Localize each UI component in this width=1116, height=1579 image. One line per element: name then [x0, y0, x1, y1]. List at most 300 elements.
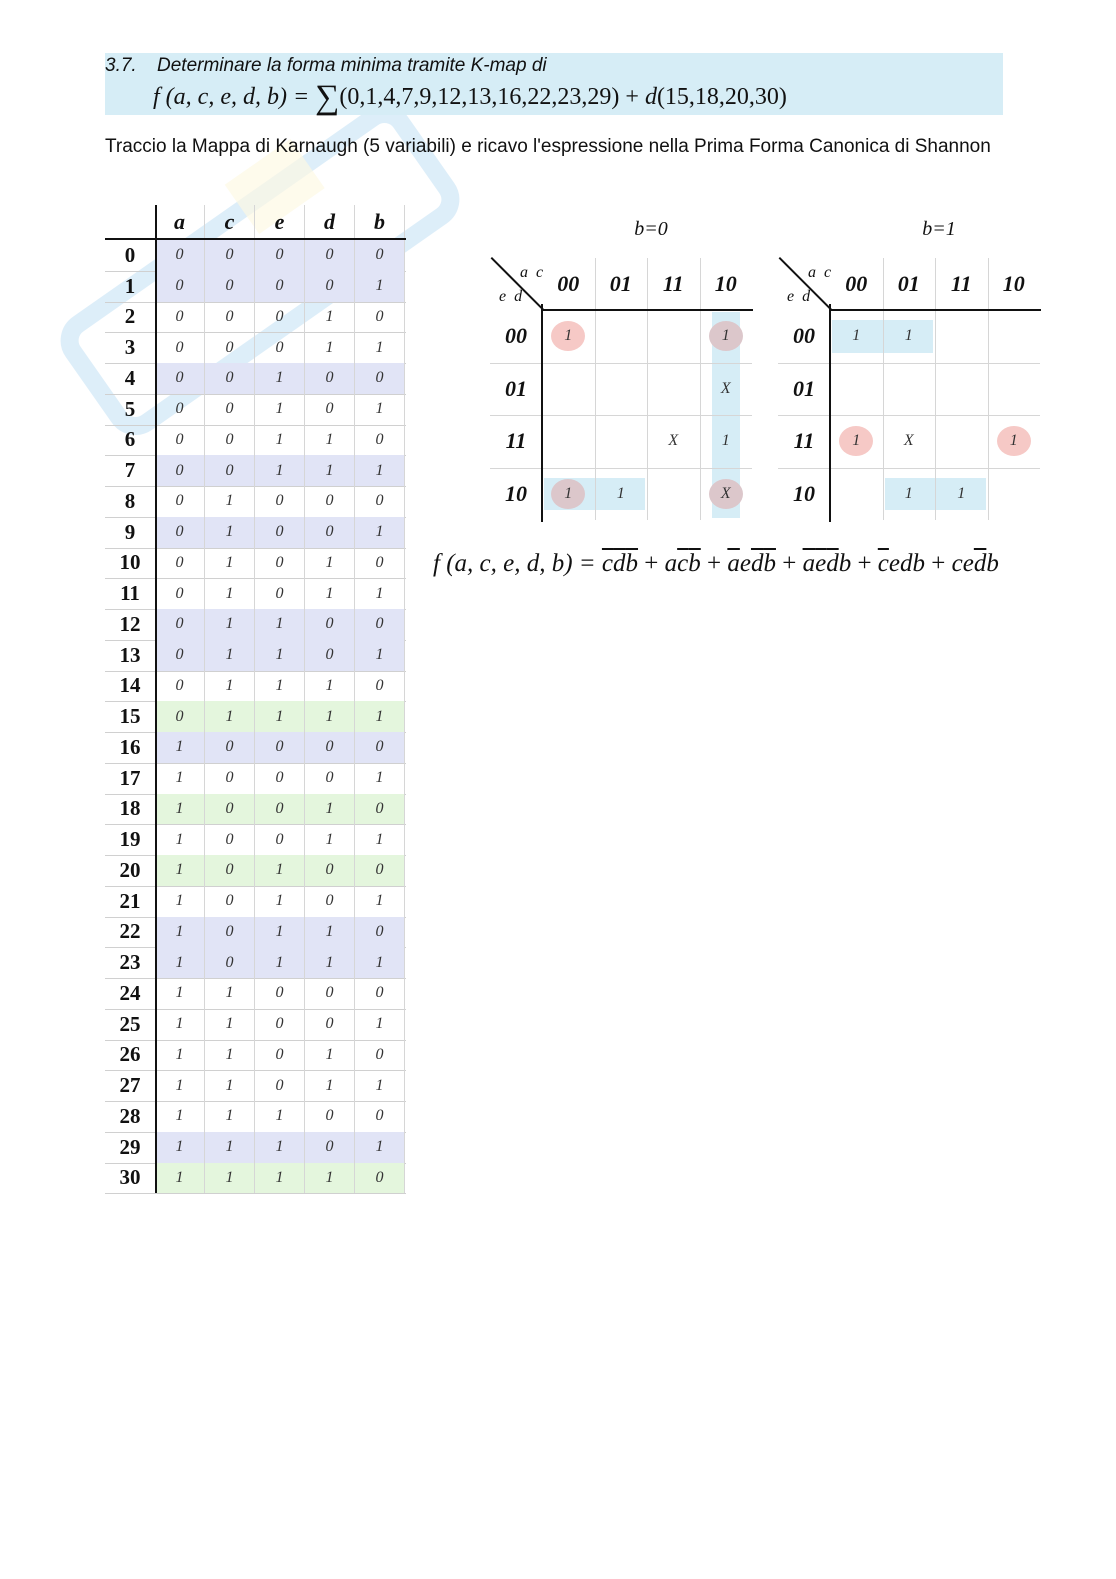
column-header-e: e [255, 205, 305, 238]
product-term [878, 550, 925, 577]
literal: $\overline{e}$ [815, 550, 827, 577]
kmap-column-header: 00 [845, 271, 868, 296]
table-cell: 1 [255, 640, 305, 671]
kmap-cell: 1 [852, 327, 861, 345]
kmap-cell: X [668, 432, 679, 450]
grid-line [595, 258, 596, 520]
literal: $\overline{c}$ [877, 550, 889, 577]
kmap-b1 [778, 218, 1048, 528]
table-cell: 0 [305, 486, 355, 517]
kmap-row-header: 00 [793, 323, 815, 349]
kmap-cell [935, 363, 988, 416]
table-cell: 1 [255, 394, 305, 425]
table-cell: 1 [205, 1163, 255, 1194]
grid-line [490, 468, 752, 469]
table-row [105, 548, 406, 579]
kmap-cell: 1 [904, 327, 913, 345]
grid-line [883, 258, 884, 520]
table-cell: 0 [155, 671, 205, 702]
kmap-cell [647, 310, 700, 363]
literal: b [838, 550, 852, 577]
table-vertical-rule [155, 205, 157, 1193]
formula-minterms: (0,1,4,7,9,12,13,16,22,23,29) [339, 84, 620, 110]
table-cell: 1 [355, 701, 405, 732]
kmap-cell [595, 310, 648, 363]
kmap-cell [988, 310, 1041, 363]
table-row [105, 1163, 406, 1194]
table-cell: 1 [355, 578, 405, 609]
literal: b [986, 550, 999, 577]
table-cell: 1 [305, 332, 355, 363]
table-row [105, 947, 406, 978]
table-cell: 0 [155, 302, 205, 333]
kmap-cell [542, 363, 595, 416]
table-cell: 0 [355, 240, 405, 271]
kmap-cell: 1 [1009, 432, 1018, 450]
table-cell: 1 [205, 1040, 255, 1071]
table-row [105, 609, 406, 640]
kmap-row-header: 11 [793, 428, 815, 454]
row-index: 0 [124, 242, 136, 267]
table-cell: 0 [155, 548, 205, 579]
literal: $\overline{d}$ [613, 550, 626, 577]
table-row [105, 517, 406, 548]
table-row [105, 732, 406, 763]
table-cell: 1 [155, 794, 205, 825]
kmap-cell [988, 468, 1041, 521]
table-cell: 0 [255, 732, 305, 763]
table-cell: 1 [155, 1101, 205, 1132]
table-cell: 0 [305, 363, 355, 394]
row-index: 13 [119, 642, 141, 667]
kmap-cell [830, 363, 883, 416]
row-index: 9 [124, 519, 136, 544]
kmap-cell: 1 [721, 327, 730, 345]
table-cell: 1 [205, 671, 255, 702]
table-cell: 0 [355, 1040, 405, 1071]
table-cell: 1 [355, 640, 405, 671]
kmap-row-header: 00 [505, 323, 527, 349]
kmap-cell [647, 468, 700, 521]
table-cell: 0 [155, 332, 205, 363]
table-cell: 0 [355, 425, 405, 456]
literal: $\overline{a}$ [727, 550, 740, 577]
table-cell: 0 [205, 763, 255, 794]
table-row [105, 394, 406, 425]
literal: $\overline{d}$ [826, 550, 839, 577]
row-index: 26 [119, 1042, 141, 1067]
table-cell: 1 [305, 302, 355, 333]
table-cell: 1 [205, 640, 255, 671]
kmap-cell: 1 [904, 484, 913, 502]
kmap-cell: X [903, 432, 914, 450]
table-cell: 1 [255, 425, 305, 456]
table-cell: 0 [205, 394, 255, 425]
table-cell: 0 [205, 271, 255, 302]
row-index: 21 [119, 888, 141, 913]
table-cell: 1 [205, 1009, 255, 1040]
table-cell: 0 [255, 302, 305, 333]
table-cell: 0 [355, 548, 405, 579]
kmap-row-header: 01 [505, 375, 527, 401]
table-cell: 1 [305, 917, 355, 948]
table-cell: 0 [155, 455, 205, 486]
corner-label-ac: a c [808, 264, 834, 281]
table-cell: 0 [155, 517, 205, 548]
table-cell: 1 [205, 1101, 255, 1132]
table-cell: 1 [155, 978, 205, 1009]
table-row [105, 578, 406, 609]
row-index: 11 [120, 581, 140, 606]
row-index: 3 [124, 335, 136, 360]
table-cell: 0 [355, 486, 405, 517]
table-cell: 0 [305, 517, 355, 548]
table-cell: 1 [355, 947, 405, 978]
table-cell: 0 [355, 794, 405, 825]
table-row [105, 302, 406, 333]
kmap-row-header: 11 [505, 428, 527, 454]
table-cell: 0 [205, 732, 255, 763]
table-cell: 1 [305, 671, 355, 702]
table-row [105, 917, 406, 948]
grid-line [490, 363, 752, 364]
kmap-b0 [490, 218, 760, 528]
grid-line [778, 468, 1040, 469]
table-row [105, 1132, 406, 1163]
product-term [665, 550, 701, 577]
table-cell: 1 [205, 978, 255, 1009]
table-cell: 0 [155, 609, 205, 640]
literal: $\overline{b}$ [688, 550, 701, 577]
table-cell: 0 [305, 978, 355, 1009]
table-cell: 0 [305, 732, 355, 763]
table-cell: 0 [205, 794, 255, 825]
kmap-cell: 1 [564, 484, 573, 502]
table-cell: 0 [155, 701, 205, 732]
row-index: 28 [119, 1103, 141, 1128]
table-cell: 0 [355, 855, 405, 886]
literal: e [888, 550, 901, 577]
exercise-header [105, 53, 1003, 115]
table-cell: 0 [305, 1009, 355, 1040]
plus-sign: + [925, 550, 952, 577]
table-cell: 0 [205, 425, 255, 456]
kmap-cell: X [720, 379, 731, 397]
table-cell: 1 [355, 271, 405, 302]
row-index: 4 [124, 365, 136, 390]
table-cell: 0 [205, 302, 255, 333]
exercise-number: 3.7. [105, 55, 137, 76]
literal: $\overline{b}$ [763, 550, 776, 577]
table-cell: 0 [205, 240, 255, 271]
kmap-row-header: 10 [505, 480, 527, 506]
table-row [105, 1009, 406, 1040]
literal: c [951, 550, 963, 577]
table-cell: 1 [255, 1163, 305, 1194]
table-cell: 1 [205, 517, 255, 548]
kmap-cell [647, 363, 700, 416]
table-cell: 0 [305, 394, 355, 425]
table-cell: 1 [155, 1163, 205, 1194]
table-cell: 0 [255, 486, 305, 517]
kmap-cell [935, 310, 988, 363]
row-index: 29 [119, 1134, 141, 1159]
row-index: 12 [119, 611, 141, 636]
formula-dontcare-prefix: d [644, 84, 657, 110]
table-cell: 0 [305, 609, 355, 640]
table-cell: 0 [305, 1132, 355, 1163]
table-cell: 1 [255, 886, 305, 917]
kmap-column-header: 01 [897, 271, 920, 296]
product-term [803, 550, 852, 577]
table-cell: 1 [205, 548, 255, 579]
table-cell: 0 [255, 332, 305, 363]
row-index: 15 [119, 704, 141, 729]
kmap-column-header: 10 [1002, 271, 1025, 296]
table-cell: 1 [155, 763, 205, 794]
grid-line [490, 415, 752, 416]
table-row [105, 671, 406, 702]
table-cell: 0 [155, 640, 205, 671]
table-row [105, 425, 406, 456]
table-row [105, 271, 406, 302]
grid-line [935, 258, 936, 520]
table-cell: 1 [305, 548, 355, 579]
table-cell: 1 [305, 1040, 355, 1071]
kmap-cell: 1 [852, 432, 861, 450]
kmap-cell [595, 415, 648, 468]
kmap-cell: 1 [957, 484, 966, 502]
table-cell: 0 [255, 824, 305, 855]
kmap-cell: 1 [564, 327, 573, 345]
table-cell: 1 [255, 947, 305, 978]
table-cell: 1 [255, 701, 305, 732]
formula-lhs: f (a, c, e, d, b) = [153, 84, 310, 110]
table-cell: 0 [255, 1009, 305, 1040]
table-cell: 0 [155, 271, 205, 302]
row-index: 25 [119, 1011, 141, 1036]
table-cell: 0 [255, 578, 305, 609]
table-cell: 0 [355, 732, 405, 763]
table-cell: 0 [355, 1101, 405, 1132]
table-cell: 0 [305, 855, 355, 886]
sum-symbol-icon: ∑ [315, 79, 340, 116]
kmap-vertical-rule [829, 304, 831, 522]
table-cell: 0 [255, 794, 305, 825]
table-cell: 1 [205, 1070, 255, 1101]
literal: d [900, 550, 913, 577]
kmap-cell [542, 415, 595, 468]
table-row [105, 794, 406, 825]
table-cell: 0 [355, 917, 405, 948]
table-cell: 1 [355, 517, 405, 548]
table-row [105, 455, 406, 486]
kmap-row-header: 01 [793, 375, 815, 401]
kmap-column-header: 10 [714, 271, 737, 296]
table-cell: 1 [155, 1040, 205, 1071]
plus-sign: + [638, 550, 665, 577]
table-row [105, 363, 406, 394]
table-cell: 0 [255, 548, 305, 579]
row-index: 18 [119, 796, 141, 821]
table-cell: 1 [205, 578, 255, 609]
table-cell: 0 [155, 394, 205, 425]
table-cell: 0 [255, 978, 305, 1009]
table-cell: 0 [355, 671, 405, 702]
corner-label-ed: e d [499, 288, 525, 305]
table-cell: 1 [255, 455, 305, 486]
literal: e [739, 550, 751, 577]
row-index: 14 [119, 673, 141, 698]
plus-sign: + [700, 550, 728, 577]
table-cell: 0 [155, 240, 205, 271]
kmap-vertical-rule [541, 304, 543, 522]
table-cell: 0 [205, 917, 255, 948]
kmap-horizontal-rule [829, 309, 1041, 311]
row-index: 10 [119, 550, 141, 575]
table-row [105, 886, 406, 917]
kmap-cell: X [720, 484, 731, 502]
table-cell: 1 [305, 947, 355, 978]
table-row [105, 978, 406, 1009]
row-index: 1 [124, 273, 136, 298]
table-cell: 1 [355, 1132, 405, 1163]
table-cell: 1 [305, 578, 355, 609]
table-cell: 1 [155, 947, 205, 978]
table-row [105, 701, 406, 732]
table-cell: 0 [205, 455, 255, 486]
table-row [105, 240, 406, 271]
table-cell: 0 [205, 332, 255, 363]
table-cell: 0 [205, 824, 255, 855]
table-cell: 1 [155, 1132, 205, 1163]
table-cell: 1 [255, 363, 305, 394]
kmap-cell: 1 [616, 484, 625, 502]
corner-label-ac: a c [520, 264, 546, 281]
row-index: 20 [119, 857, 141, 882]
column-header-c: c [205, 205, 255, 238]
grid-line [988, 258, 989, 520]
table-header-rule [105, 238, 406, 240]
kmap-cell [830, 468, 883, 521]
table-cell: 0 [255, 240, 305, 271]
table-cell: 1 [255, 671, 305, 702]
row-index: 16 [119, 734, 141, 759]
row-index: 6 [124, 427, 136, 452]
table-cell: 0 [305, 1101, 355, 1132]
table-row [105, 1101, 406, 1132]
table-cell: 1 [155, 886, 205, 917]
intro-text: Traccio la Mappa di Karnaugh (5 variabili) e ricavo l'espressione nella Prima Forma Canonica di Shannon [105, 136, 991, 157]
kmap-title: b=0 [634, 218, 668, 240]
table-cell: 1 [155, 855, 205, 886]
table-cell: 0 [305, 886, 355, 917]
row-index: 30 [119, 1165, 141, 1190]
table-cell: 0 [255, 1070, 305, 1101]
corner-label-ed: e d [787, 288, 813, 305]
table-row [105, 640, 406, 671]
literal: $\overline{d}$ [750, 550, 764, 577]
table-cell: 0 [155, 425, 205, 456]
table-cell: 0 [355, 1163, 405, 1194]
kmap-column-header: 01 [609, 271, 632, 296]
table-cell: 0 [155, 486, 205, 517]
result-lhs: f (a, c, e, d, b) = [433, 550, 602, 577]
table-row [105, 1070, 406, 1101]
column-header-a: a [155, 205, 205, 238]
row-index: 27 [119, 1073, 141, 1098]
kmap-column-header: 00 [557, 271, 580, 296]
table-cell: 0 [305, 640, 355, 671]
table-cell: 1 [255, 1132, 305, 1163]
row-index: 17 [119, 765, 141, 790]
table-cell: 1 [255, 855, 305, 886]
row-index: 2 [124, 304, 136, 329]
table-row [105, 855, 406, 886]
literal: $\overline{a}$ [802, 550, 816, 577]
row-divider [105, 1193, 406, 1194]
table-cell: 0 [155, 578, 205, 609]
table-cell: 1 [355, 1070, 405, 1101]
table-cell: 1 [205, 1132, 255, 1163]
table-cell: 1 [355, 824, 405, 855]
table-cell: 1 [305, 1070, 355, 1101]
product-term [602, 550, 638, 577]
exercise-title: Determinare la forma minima tramite K-map di [157, 55, 547, 76]
table-row [105, 824, 406, 855]
table-cell: 1 [305, 425, 355, 456]
table-cell: 1 [305, 455, 355, 486]
table-cell: 0 [255, 1040, 305, 1071]
table-cell: 0 [355, 978, 405, 1009]
table-cell: 1 [155, 1070, 205, 1101]
column-header-d: d [305, 205, 355, 238]
table-cell: 1 [355, 763, 405, 794]
formula-dontcares: (15,18,20,30) [656, 84, 787, 110]
table-cell: 0 [305, 240, 355, 271]
literal: a [664, 550, 678, 577]
kmap-row-header: 10 [793, 480, 815, 506]
table-cell: 1 [305, 1163, 355, 1194]
product-term [952, 550, 999, 577]
literal: $\overline{c}$ [677, 550, 689, 577]
kmap-cell [988, 363, 1041, 416]
table-cell: 0 [205, 855, 255, 886]
kmap-column-header: 11 [950, 271, 972, 296]
table-cell: 0 [255, 763, 305, 794]
plus-sign: + [851, 550, 878, 577]
table-cell: 1 [355, 1009, 405, 1040]
table-cell: 1 [305, 701, 355, 732]
table-cell: 0 [305, 763, 355, 794]
exercise-formula: f (a, c, e, d, b) = ∑(0,1,4,7,9,12,13,16,22,23,29) + d(15,18,20,30) [153, 79, 787, 116]
literal: $\overline{d}$ [973, 550, 987, 577]
row-index: 8 [124, 488, 136, 513]
table-cell: 0 [255, 517, 305, 548]
table-cell: 1 [155, 732, 205, 763]
table-cell: 1 [255, 1101, 305, 1132]
table-cell: 0 [255, 271, 305, 302]
literal: $\overline{b}$ [625, 550, 639, 577]
table-cell: 1 [255, 917, 305, 948]
table-row [105, 486, 406, 517]
table-cell: 1 [155, 917, 205, 948]
table-cell: 0 [205, 886, 255, 917]
kmap-cell [935, 415, 988, 468]
literal: e [962, 550, 974, 577]
row-index: 22 [119, 919, 141, 944]
table-row [105, 1040, 406, 1071]
